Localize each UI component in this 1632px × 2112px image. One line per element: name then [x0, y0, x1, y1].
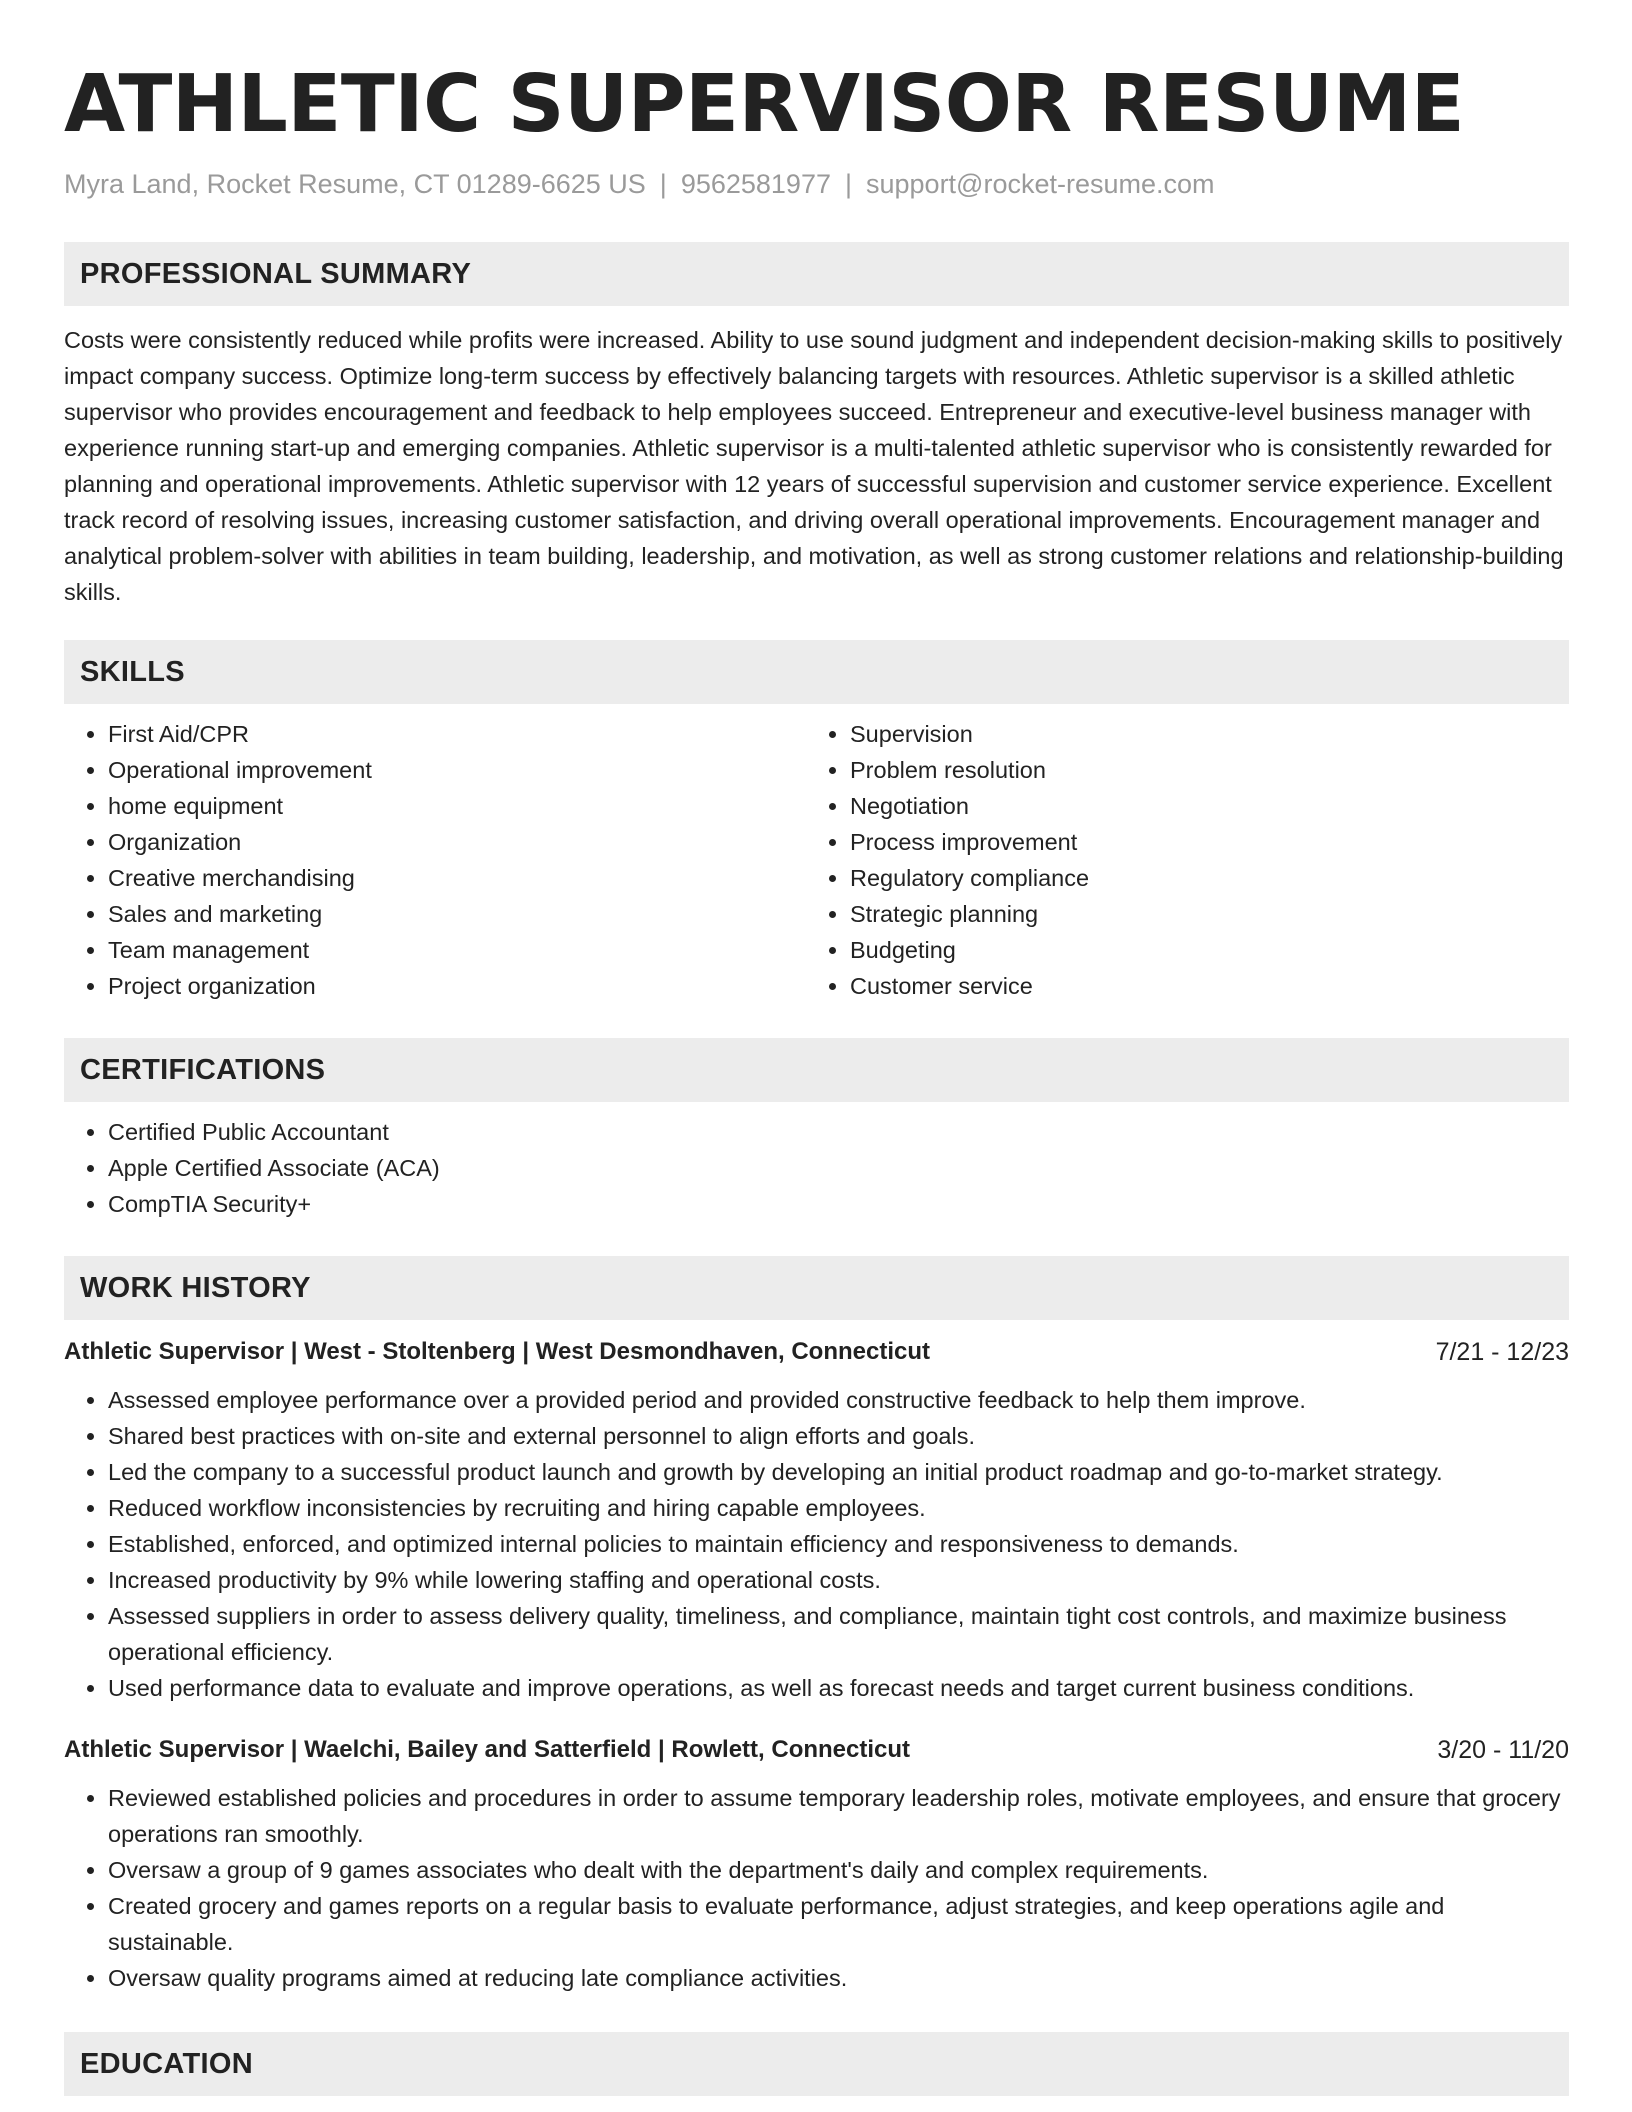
- list-item: • Assessed suppliers in order to assess delivery quality, timeliness, and compliance, maintain tight cost controls, and maximize business operational efficiency.: [108, 1598, 1569, 1670]
- list-item: • Oversaw quality programs aimed at reducing late compliance activities.: [108, 1960, 1569, 1996]
- list-item: • Budgeting: [850, 932, 1569, 968]
- skills-grid: [64, 716, 1569, 1004]
- list-item: • Reduced workflow inconsistencies by recruiting and hiring capable employees.: [108, 1490, 1569, 1526]
- list-item: • Problem resolution: [850, 752, 1569, 788]
- list-item: • Created grocery and games reports on a regular basis to evaluate performance, adjust strategies, and keep operations agile and sustainable.: [108, 1888, 1569, 1960]
- list-item: • Strategic planning: [850, 896, 1569, 932]
- list-item: • Process improvement: [850, 824, 1569, 860]
- job-header: [64, 1732, 1569, 1768]
- list-item: • Increased productivity by 9% while lowering staffing and operational costs.: [108, 1562, 1569, 1598]
- skills-list-left: [64, 716, 806, 1004]
- list-item: • Apple Certified Associate (ACA): [108, 1150, 1569, 1186]
- list-item: • Negotiation: [850, 788, 1569, 824]
- section-header-skills: SKILLS: [64, 640, 1569, 704]
- contact-separator: |: [659, 169, 667, 199]
- section-header-education: EDUCATION: [64, 2032, 1569, 2096]
- list-item: • Organization: [108, 824, 806, 860]
- contact-address: Myra Land, Rocket Resume, CT 01289-6625 US: [64, 169, 646, 199]
- list-item: • Established, enforced, and optimized internal policies to maintain efficiency and responsiveness to demands.: [108, 1526, 1569, 1562]
- list-item: • Oversaw a group of 9 games associates who dealt with the department's daily and complex requirements.: [108, 1852, 1569, 1888]
- list-item: • Supervision: [850, 716, 1569, 752]
- contact-email[interactable]: support@rocket-resume.com: [866, 169, 1215, 199]
- list-item: • Used performance data to evaluate and improve operations, as well as forecast needs and target current business conditions.: [108, 1670, 1569, 1706]
- list-item: • Regulatory compliance: [850, 860, 1569, 896]
- list-item: • Certified Public Accountant: [108, 1114, 1569, 1150]
- list-item: • Operational improvement: [108, 752, 806, 788]
- section-header-certifications: CERTIFICATIONS: [64, 1038, 1569, 1102]
- job-dates: 7/21 - 12/23: [1435, 1338, 1569, 1366]
- job-dates: 3/20 - 11/20: [1437, 1736, 1569, 1764]
- job-header: [64, 1334, 1569, 1370]
- job-bullets: [64, 1382, 1569, 1706]
- list-item: • Led the company to a successful product launch and growth by developing an initial product roadmap and go-to-market strategy.: [108, 1454, 1569, 1490]
- list-item: • home equipment: [108, 788, 806, 824]
- job-bullets: [64, 1780, 1569, 1996]
- list-item: • Project organization: [108, 968, 806, 1004]
- contact-phone: 9562581977: [680, 169, 831, 199]
- summary-text: Costs were consistently reduced while profits were increased. Ability to use sound judgment and independent decision-making skills to positively impact company success. Optimize long-term success by effectively balancing targets with resources. Athletic supervisor is a skilled athletic supervisor who provides encouragement and feedback to help employees succeed. Entrepreneur and executive-level business manager with experience running start-up and emerging companies. Athletic supervisor is a multi-talented athletic supervisor who is consistently rewarded for planning and operational improvements. Athletic supervisor with 12 years of successful supervision and customer service experience. Excellent track record of resolving issues, increasing customer satisfaction, and driving overall operational improvements. Encouragement manager and analytical problem-solver with abilities in team building, leadership, and motivation, as well as strong customer relations and relationship-building skills.: [64, 327, 1564, 605]
- list-item: • Creative merchandising: [108, 860, 806, 896]
- skills-list-right: [806, 716, 1569, 1004]
- contact-line: [64, 166, 1569, 202]
- list-item: • Sales and marketing: [108, 896, 806, 932]
- contact-separator: |: [844, 169, 852, 199]
- section-header-summary: PROFESSIONAL SUMMARY: [64, 242, 1569, 306]
- list-item: • Team management: [108, 932, 806, 968]
- job-title-line: Athletic Supervisor | Waelchi, Bailey and Satterfield | Rowlett, Connecticut: [64, 1736, 911, 1763]
- list-item: • Shared best practices with on-site and external personnel to align efforts and goals.: [108, 1418, 1569, 1454]
- certifications-list: [64, 1114, 1569, 1222]
- job-title-line: Athletic Supervisor | West - Stoltenberg | West Desmondhaven, Connecticut: [64, 1338, 931, 1365]
- list-item: • Customer service: [850, 968, 1569, 1004]
- list-item: • CompTIA Security+: [108, 1186, 1569, 1222]
- list-item: • Assessed employee performance over a provided period and provided constructive feedback to help them improve.: [108, 1382, 1569, 1418]
- section-header-work-history: WORK HISTORY: [64, 1256, 1569, 1320]
- list-item: • Reviewed established policies and procedures in order to assume temporary leadership roles, motivate employees, and ensure that grocery operations ran smoothly.: [108, 1780, 1569, 1852]
- resume-title: ATHLETIC SUPERVISOR RESUME: [64, 58, 1465, 150]
- list-item: • First Aid/CPR: [108, 716, 806, 752]
